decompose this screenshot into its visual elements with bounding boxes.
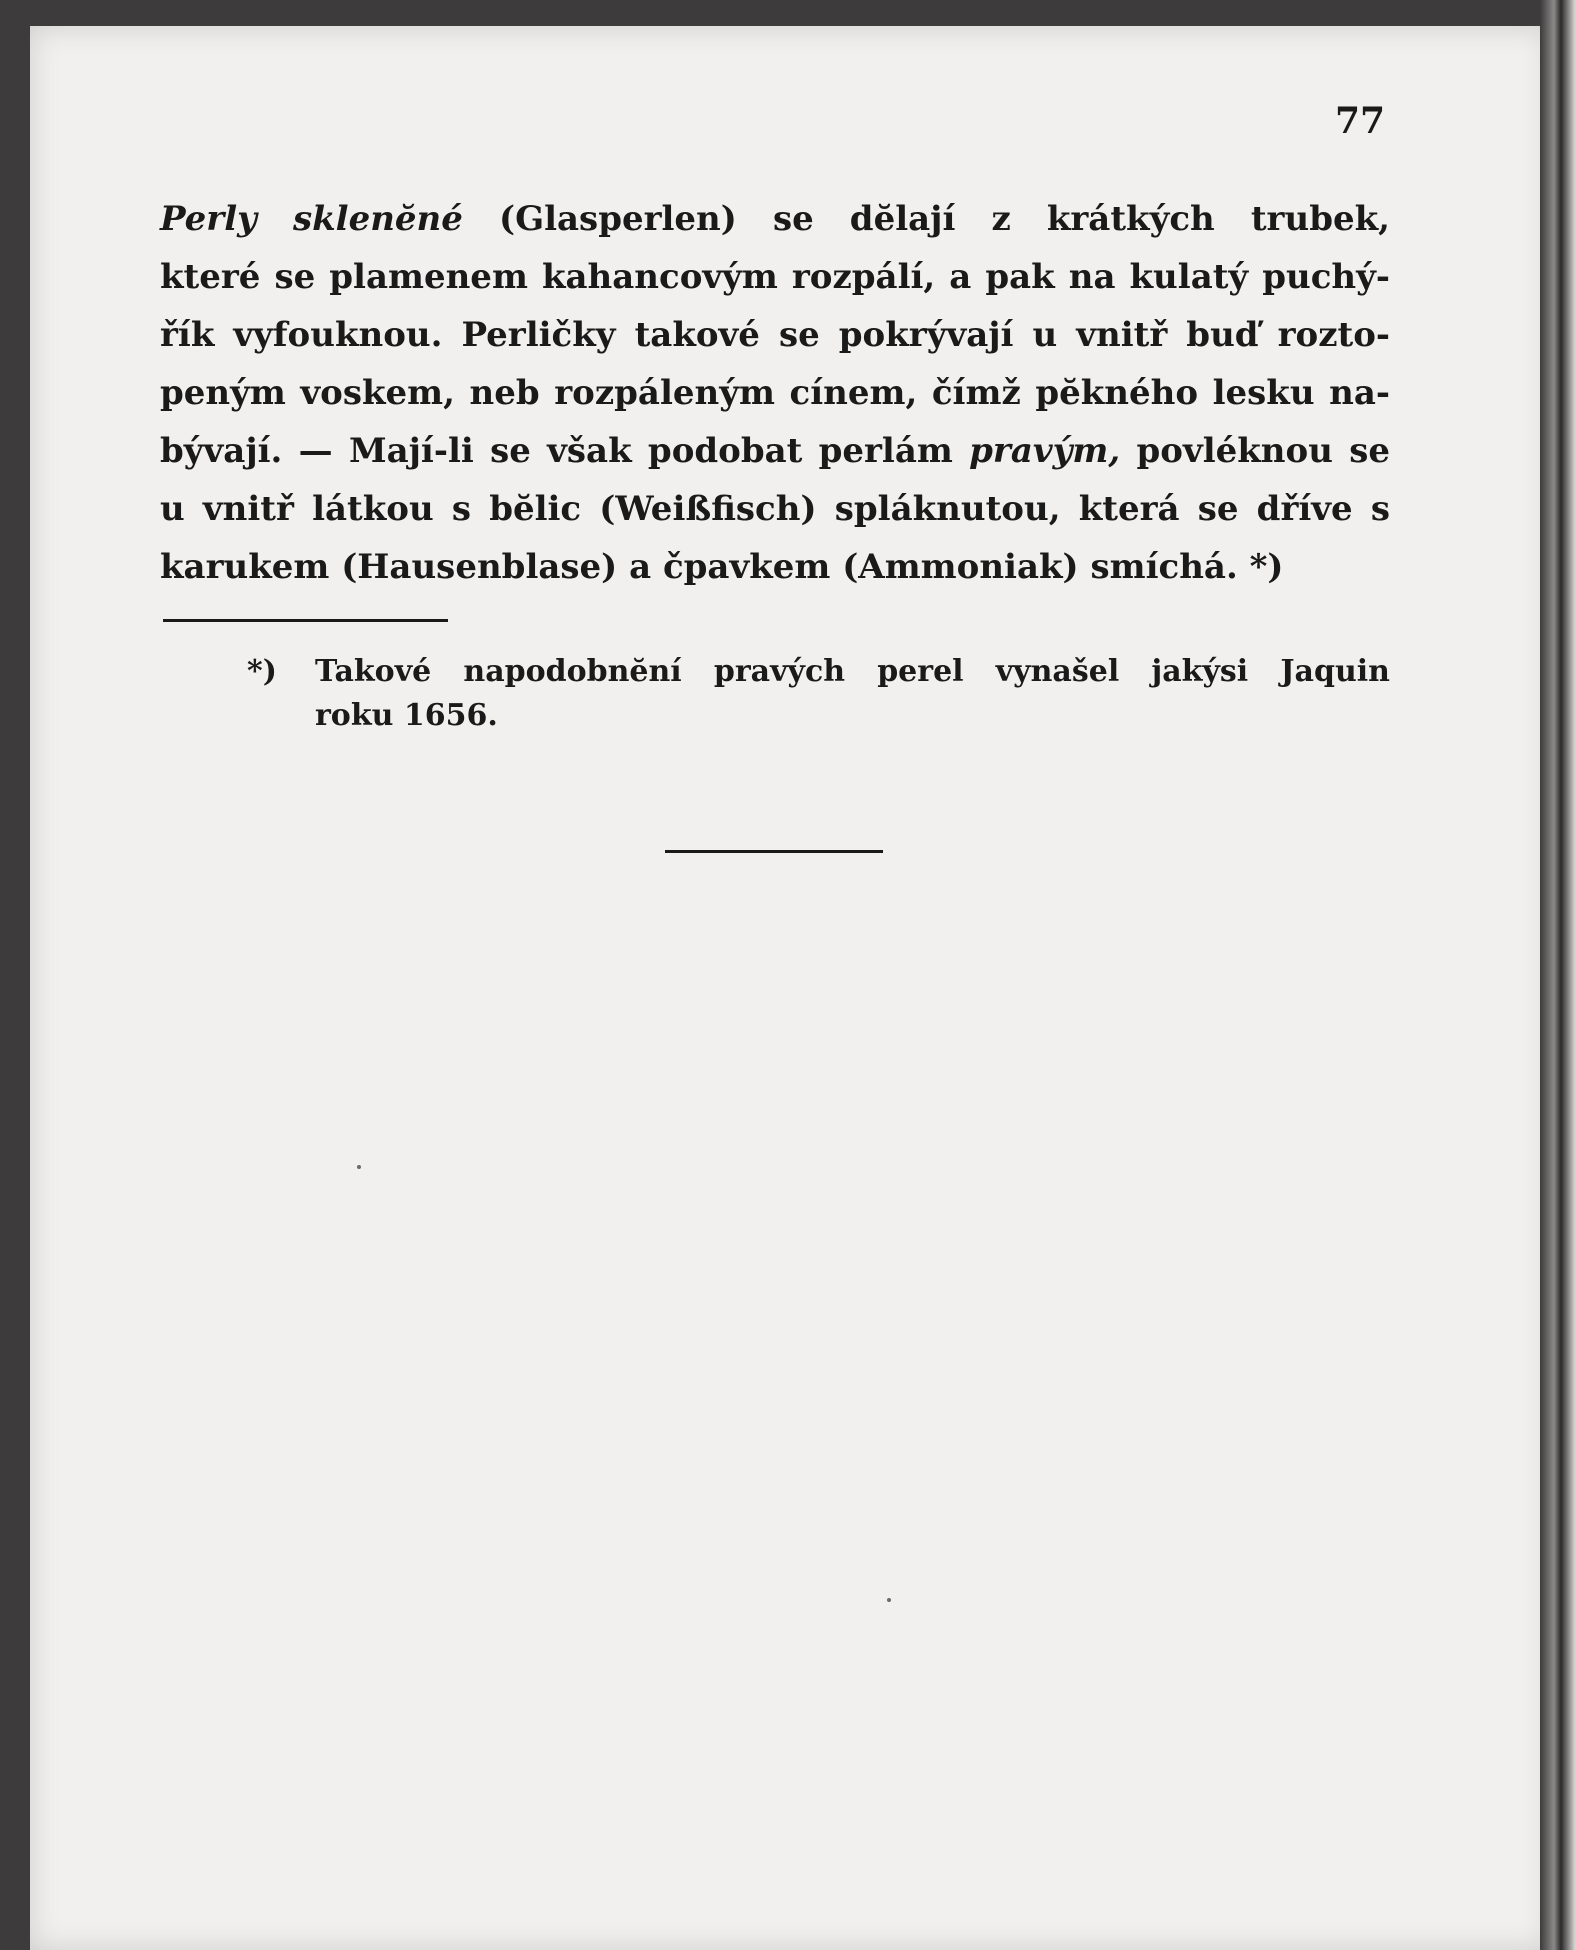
page-number: 77 [1335, 100, 1386, 142]
text-run: bývají. — Mají-li se však podobat perlám [160, 431, 970, 471]
paragraph-line [160, 190, 1390, 248]
section-divider [665, 850, 883, 853]
footnote-line: roku 1656. [315, 698, 498, 733]
paper-speck [357, 1165, 361, 1169]
footnote [247, 650, 1390, 738]
text-run: peným voskem, neb rozpáleným cínem, čímž pĕkného lesku na- [160, 373, 1390, 413]
text-run: povléknou se [1120, 431, 1390, 471]
italic-phrase: Perly sklenĕné [160, 199, 463, 239]
footnote-line: Takové napodobnĕní pravých perel vynašel jakýsi Jaquin [315, 654, 1390, 689]
main-paragraph [160, 190, 1390, 596]
paragraph-line [160, 364, 1390, 422]
page-edge [1540, 0, 1575, 1950]
text-run: řík vyfouknou. Perličky takové se pokrývají u vnitř buď rozto- [160, 315, 1390, 355]
italic-phrase: pravým, [969, 431, 1121, 471]
text-run: (Glasperlen) se dĕlají z krátkých trubek, [462, 199, 1390, 239]
text-run: karukem (Hausenblase) a čpavkem (Ammoniak) smíchá. *) [160, 547, 1284, 587]
text-run: u vnitř látkou s bĕlic (Weißfisch) spláknutou, která se dříve s [160, 489, 1390, 529]
paragraph-line [160, 248, 1390, 306]
text-run: které se plamenem kahancovým rozpálí, a pak na kulatý puchý- [160, 257, 1390, 297]
paragraph-line [160, 306, 1390, 364]
paragraph-line [160, 422, 1390, 480]
footnote-separator [163, 619, 448, 622]
paragraph-line [160, 538, 1390, 596]
paper-speck [887, 1598, 891, 1602]
footnote-marker: *) [247, 654, 277, 689]
paragraph-line [160, 480, 1390, 538]
